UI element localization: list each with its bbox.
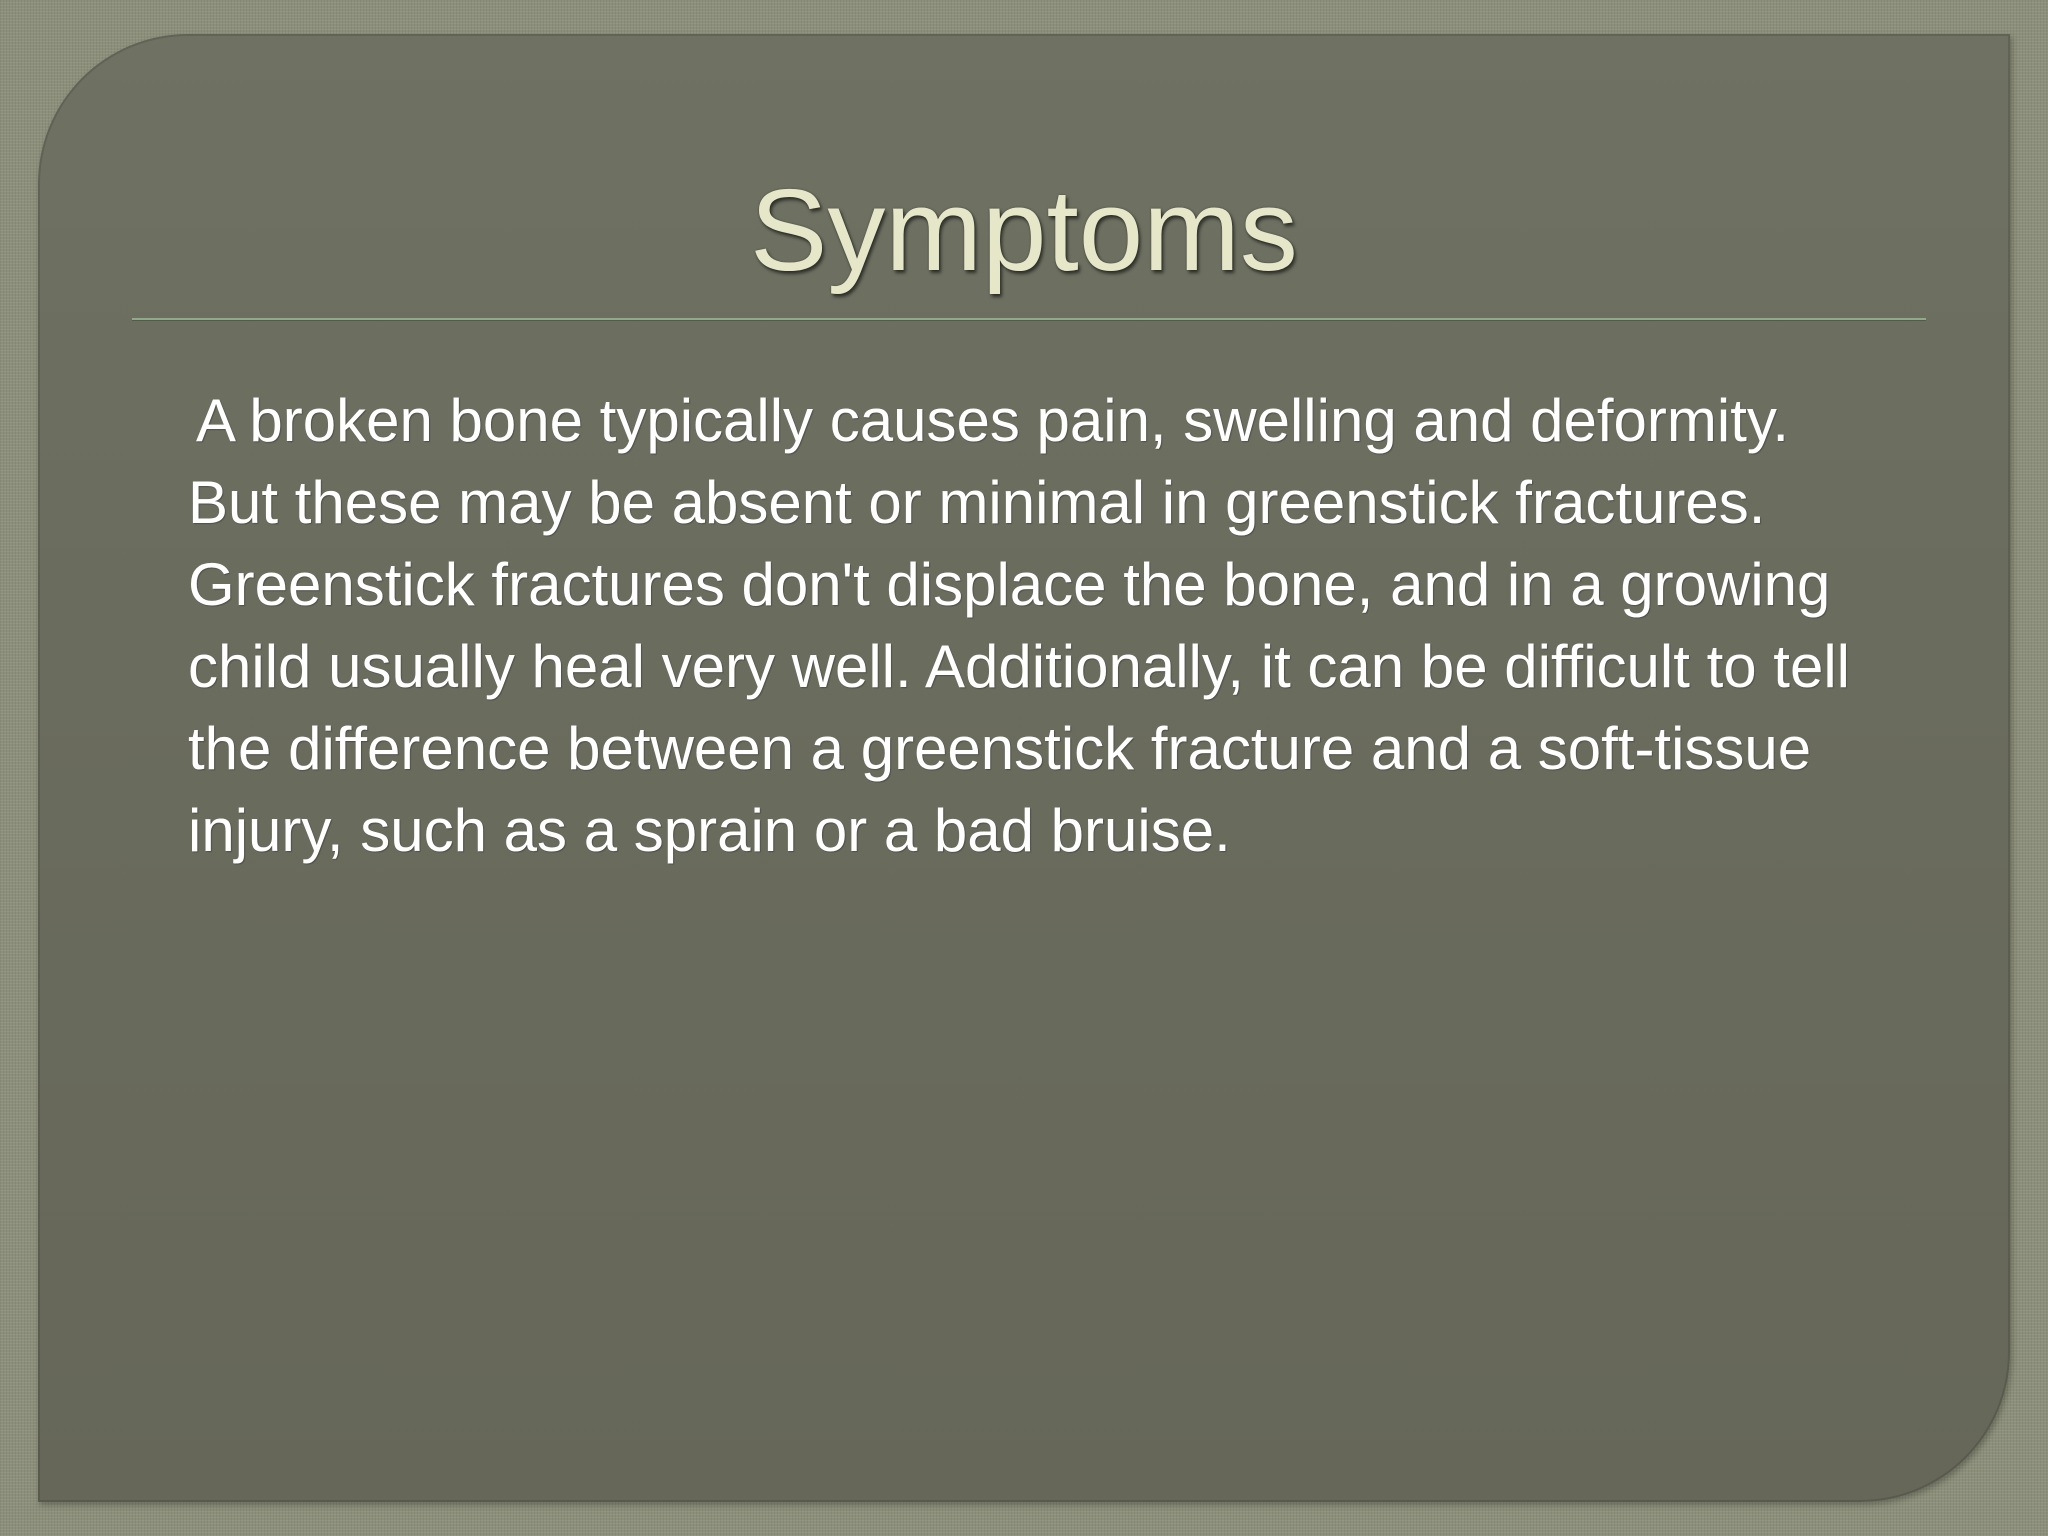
slide-body-text: A broken bone typically causes pain, swelling and deformity. But these may be absent or minimal in greenstick fractures. Greenstick fractures don't displace the bone, and in a growing child usually heal very well. Additionally, it can be difficult to tell the difference between a greenstick fracture and a soft-tissue injury, such as a sprain or a bad bruise.: [188, 387, 1850, 864]
title-divider: [132, 318, 1926, 320]
slide-title: Symptoms: [750, 165, 1298, 295]
